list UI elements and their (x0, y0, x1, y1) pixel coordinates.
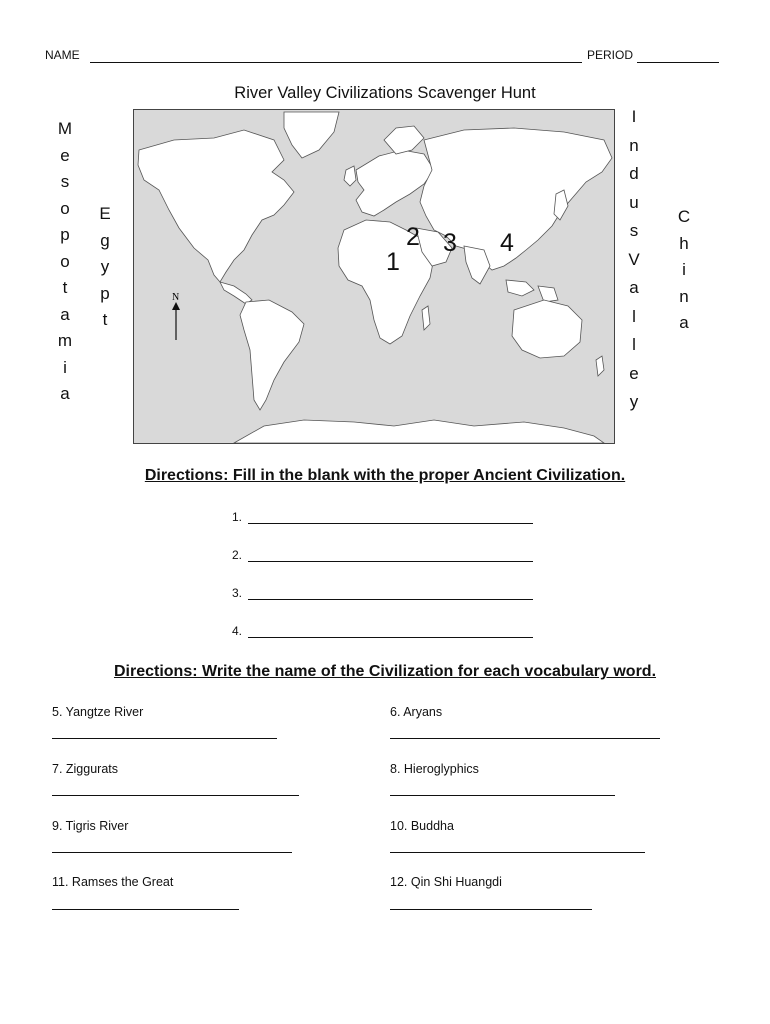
blank-row-2: 2. (232, 548, 533, 562)
map-marker-4: 4 (500, 229, 514, 257)
vocab-item-11: 11. Ramses the Great (52, 875, 174, 889)
vocab-item-5: 5. Yangtze River (52, 705, 144, 719)
label-china: C h i n a (677, 207, 691, 332)
name-field[interactable] (90, 62, 582, 63)
blank-row-1: 1. (232, 510, 533, 524)
vocab-item-12: 12. Qin Shi Huangdi (390, 875, 502, 889)
vocab-item-9: 9. Tigris River (52, 819, 129, 833)
vocab-item-8: 8. Hieroglyphics (390, 762, 479, 776)
period-field[interactable] (637, 62, 719, 63)
blank-row-3: 3. (232, 586, 533, 600)
blank-field-4[interactable] (248, 627, 533, 638)
north-label: N (172, 292, 180, 303)
name-label: NAME (45, 48, 80, 62)
vocab-answer-9[interactable] (52, 852, 292, 853)
vocab-answer-11[interactable] (52, 909, 239, 910)
label-indus-valley: I n d u s V a l l e y (628, 107, 640, 411)
blank-row-4: 4. (232, 624, 533, 638)
map-marker-3: 3 (443, 229, 457, 257)
label-egypt: E g y p t (99, 204, 111, 329)
directions-vocabulary: Directions: Write the name of the Civilization for each vocabulary word. (113, 663, 657, 680)
period-label: PERIOD (587, 48, 634, 62)
directions-fill-blank: Directions: Fill in the blank with the proper Ancient Civilization. (144, 467, 626, 484)
label-mesopotamia: M e s o p o t a m i a (57, 119, 73, 403)
blank-field-3[interactable] (248, 589, 533, 600)
vocab-item-6: 6. Aryans (390, 705, 443, 719)
vocab-answer-7[interactable] (52, 795, 299, 796)
blank-field-2[interactable] (248, 551, 533, 562)
vocab-answer-6[interactable] (390, 738, 660, 739)
world-map (133, 109, 615, 444)
vocab-answer-10[interactable] (390, 852, 645, 853)
map-marker-2: 2 (406, 223, 420, 251)
world-map-graphic (134, 110, 614, 443)
page-title: River Valley Civilizations Scavenger Hunt (234, 84, 536, 102)
vocab-answer-12[interactable] (390, 909, 592, 910)
vocab-item-10: 10. Buddha (390, 819, 454, 833)
vocab-answer-8[interactable] (390, 795, 615, 796)
vocab-item-7: 7. Ziggurats (52, 762, 119, 776)
map-marker-1: 1 (386, 248, 400, 276)
blank-field-1[interactable] (248, 513, 533, 524)
vocab-answer-5[interactable] (52, 738, 277, 739)
